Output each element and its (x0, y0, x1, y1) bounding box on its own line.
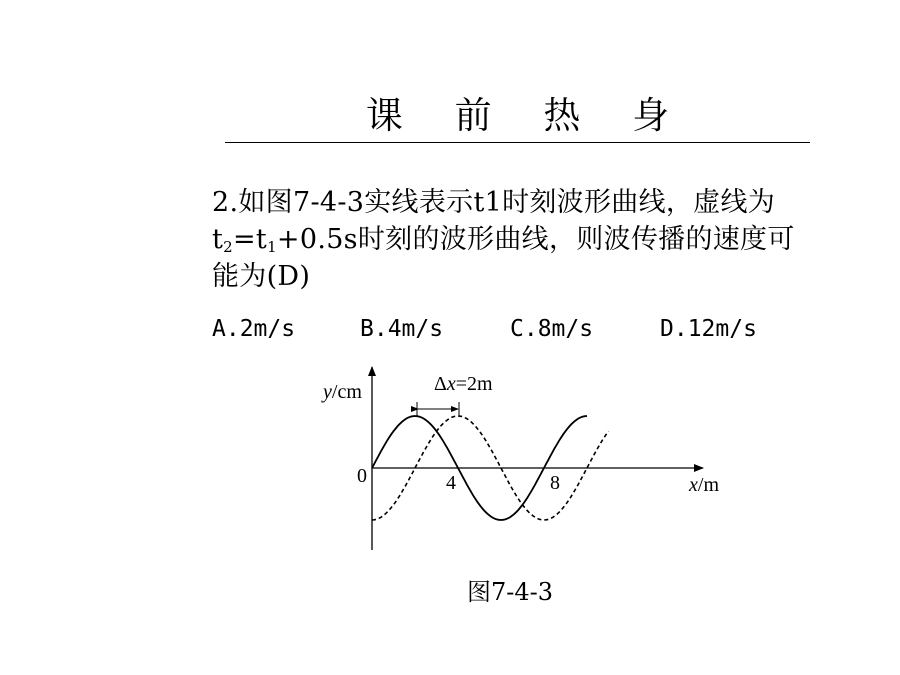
tick-label-4: 4 (446, 472, 456, 494)
t1-subscript: 1 (267, 238, 277, 256)
figure-caption: 图7-4-3 (466, 578, 554, 606)
equals-t-symbol: =t (233, 224, 268, 255)
t2-subscript: 2 (223, 238, 233, 256)
option-d[interactable]: D.12m/s (660, 316, 757, 342)
question-text (212, 184, 842, 295)
question-line-2 (212, 221, 842, 258)
t2-symbol: t (212, 224, 224, 255)
question-line-3: 能为(D) (212, 261, 311, 292)
option-c[interactable]: C.8m/s (510, 316, 594, 342)
delta-x-label: Δx=2m (434, 373, 493, 395)
wave-diagram (305, 362, 745, 562)
wave-figure (305, 362, 745, 562)
question-line-1: 2.如图7-4-3实线表示t1时刻波形曲线，虚线为 (212, 187, 776, 218)
origin-label: 0 (357, 465, 367, 487)
y-axis-label: y/cm (323, 381, 362, 403)
slide-title: 课 前 热 身 (365, 94, 690, 137)
x-axis-label: x/m (689, 474, 720, 496)
answer-options (212, 312, 852, 346)
tick-label-8: 8 (550, 472, 560, 494)
option-b[interactable]: B.4m/s (360, 316, 444, 342)
question-line-2-rest: +0.5s时刻的波形曲线，则波传播的速度可 (276, 224, 795, 255)
title-divider (225, 142, 810, 143)
option-a[interactable]: A.2m/s (212, 316, 296, 342)
